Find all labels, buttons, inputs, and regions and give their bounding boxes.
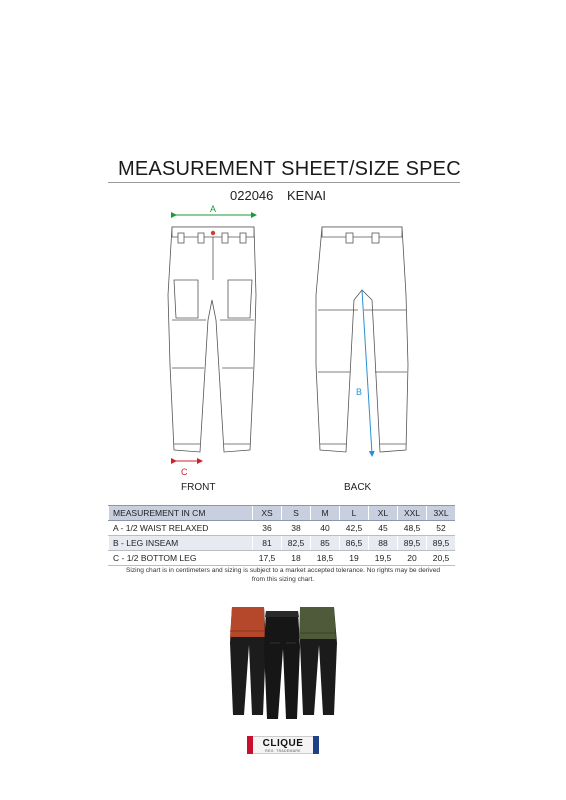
table-cell: 18,5 [311, 551, 340, 566]
back-label: BACK [344, 482, 372, 493]
title-divider [108, 182, 460, 183]
row-label: C - 1/2 BOTTOM LEG [109, 551, 253, 566]
header-m: M [311, 506, 340, 521]
table-cell: 86,5 [340, 536, 369, 551]
table-cell: 48,5 [398, 521, 427, 536]
table-cell: 36 [253, 521, 282, 536]
table-cell: 52 [427, 521, 456, 536]
header-xl: XL [369, 506, 398, 521]
product-image [224, 603, 344, 721]
header-xxl: XXL [398, 506, 427, 521]
front-label: FRONT [181, 482, 216, 493]
table-cell: 42,5 [340, 521, 369, 536]
table-cell: 82,5 [282, 536, 311, 551]
table-row [109, 551, 456, 566]
size-spec-table [108, 505, 455, 566]
table-cell: 89,5 [427, 536, 456, 551]
header-s: S [282, 506, 311, 521]
brand-name: CLIQUE [262, 738, 304, 749]
technical-drawing [150, 200, 430, 480]
pants-olive [299, 607, 337, 715]
pants-black [264, 611, 300, 719]
brand-logo [247, 736, 319, 754]
table-cell: 89,5 [398, 536, 427, 551]
table-cell: 17,5 [253, 551, 282, 566]
pants-rust [230, 607, 266, 715]
row-label: B - LEG INSEAM [109, 536, 253, 551]
table-cell: 81 [253, 536, 282, 551]
sizing-disclaimer: Sizing chart is in centimeters and sizing is subject to a market accepted tolerance. No rights may be derived from this sizing chart. [125, 567, 441, 583]
page-title: MEASUREMENT SHEET/SIZE SPEC [118, 158, 461, 180]
brand-tagline: REG. TRADEMARK [265, 749, 301, 753]
front-view [168, 227, 256, 452]
table-cell: 45 [369, 521, 398, 536]
header-l: L [340, 506, 369, 521]
table-cell: 19,5 [369, 551, 398, 566]
table-cell: 85 [311, 536, 340, 551]
table-cell: 38 [282, 521, 311, 536]
table-cell: 40 [311, 521, 340, 536]
header-measurement: MEASUREMENT IN CM [109, 506, 253, 521]
table-cell: 19 [340, 551, 369, 566]
back-view [316, 227, 408, 452]
table-row [109, 536, 456, 551]
marker-c: C [181, 467, 188, 477]
header-3xl: 3XL [427, 506, 456, 521]
inseam-arrow [362, 290, 372, 454]
marker-a: A [210, 204, 217, 214]
table-cell: 88 [369, 536, 398, 551]
table-cell: 20,5 [427, 551, 456, 566]
row-label: A - 1/2 WAIST RELAXED [109, 521, 253, 536]
table-header-row [109, 506, 456, 521]
header-xs: XS [253, 506, 282, 521]
table-cell: 20 [398, 551, 427, 566]
table-row [109, 521, 456, 536]
marker-b: B [356, 387, 363, 397]
table-cell: 18 [282, 551, 311, 566]
product-code: 022046 KENAI [230, 188, 327, 203]
